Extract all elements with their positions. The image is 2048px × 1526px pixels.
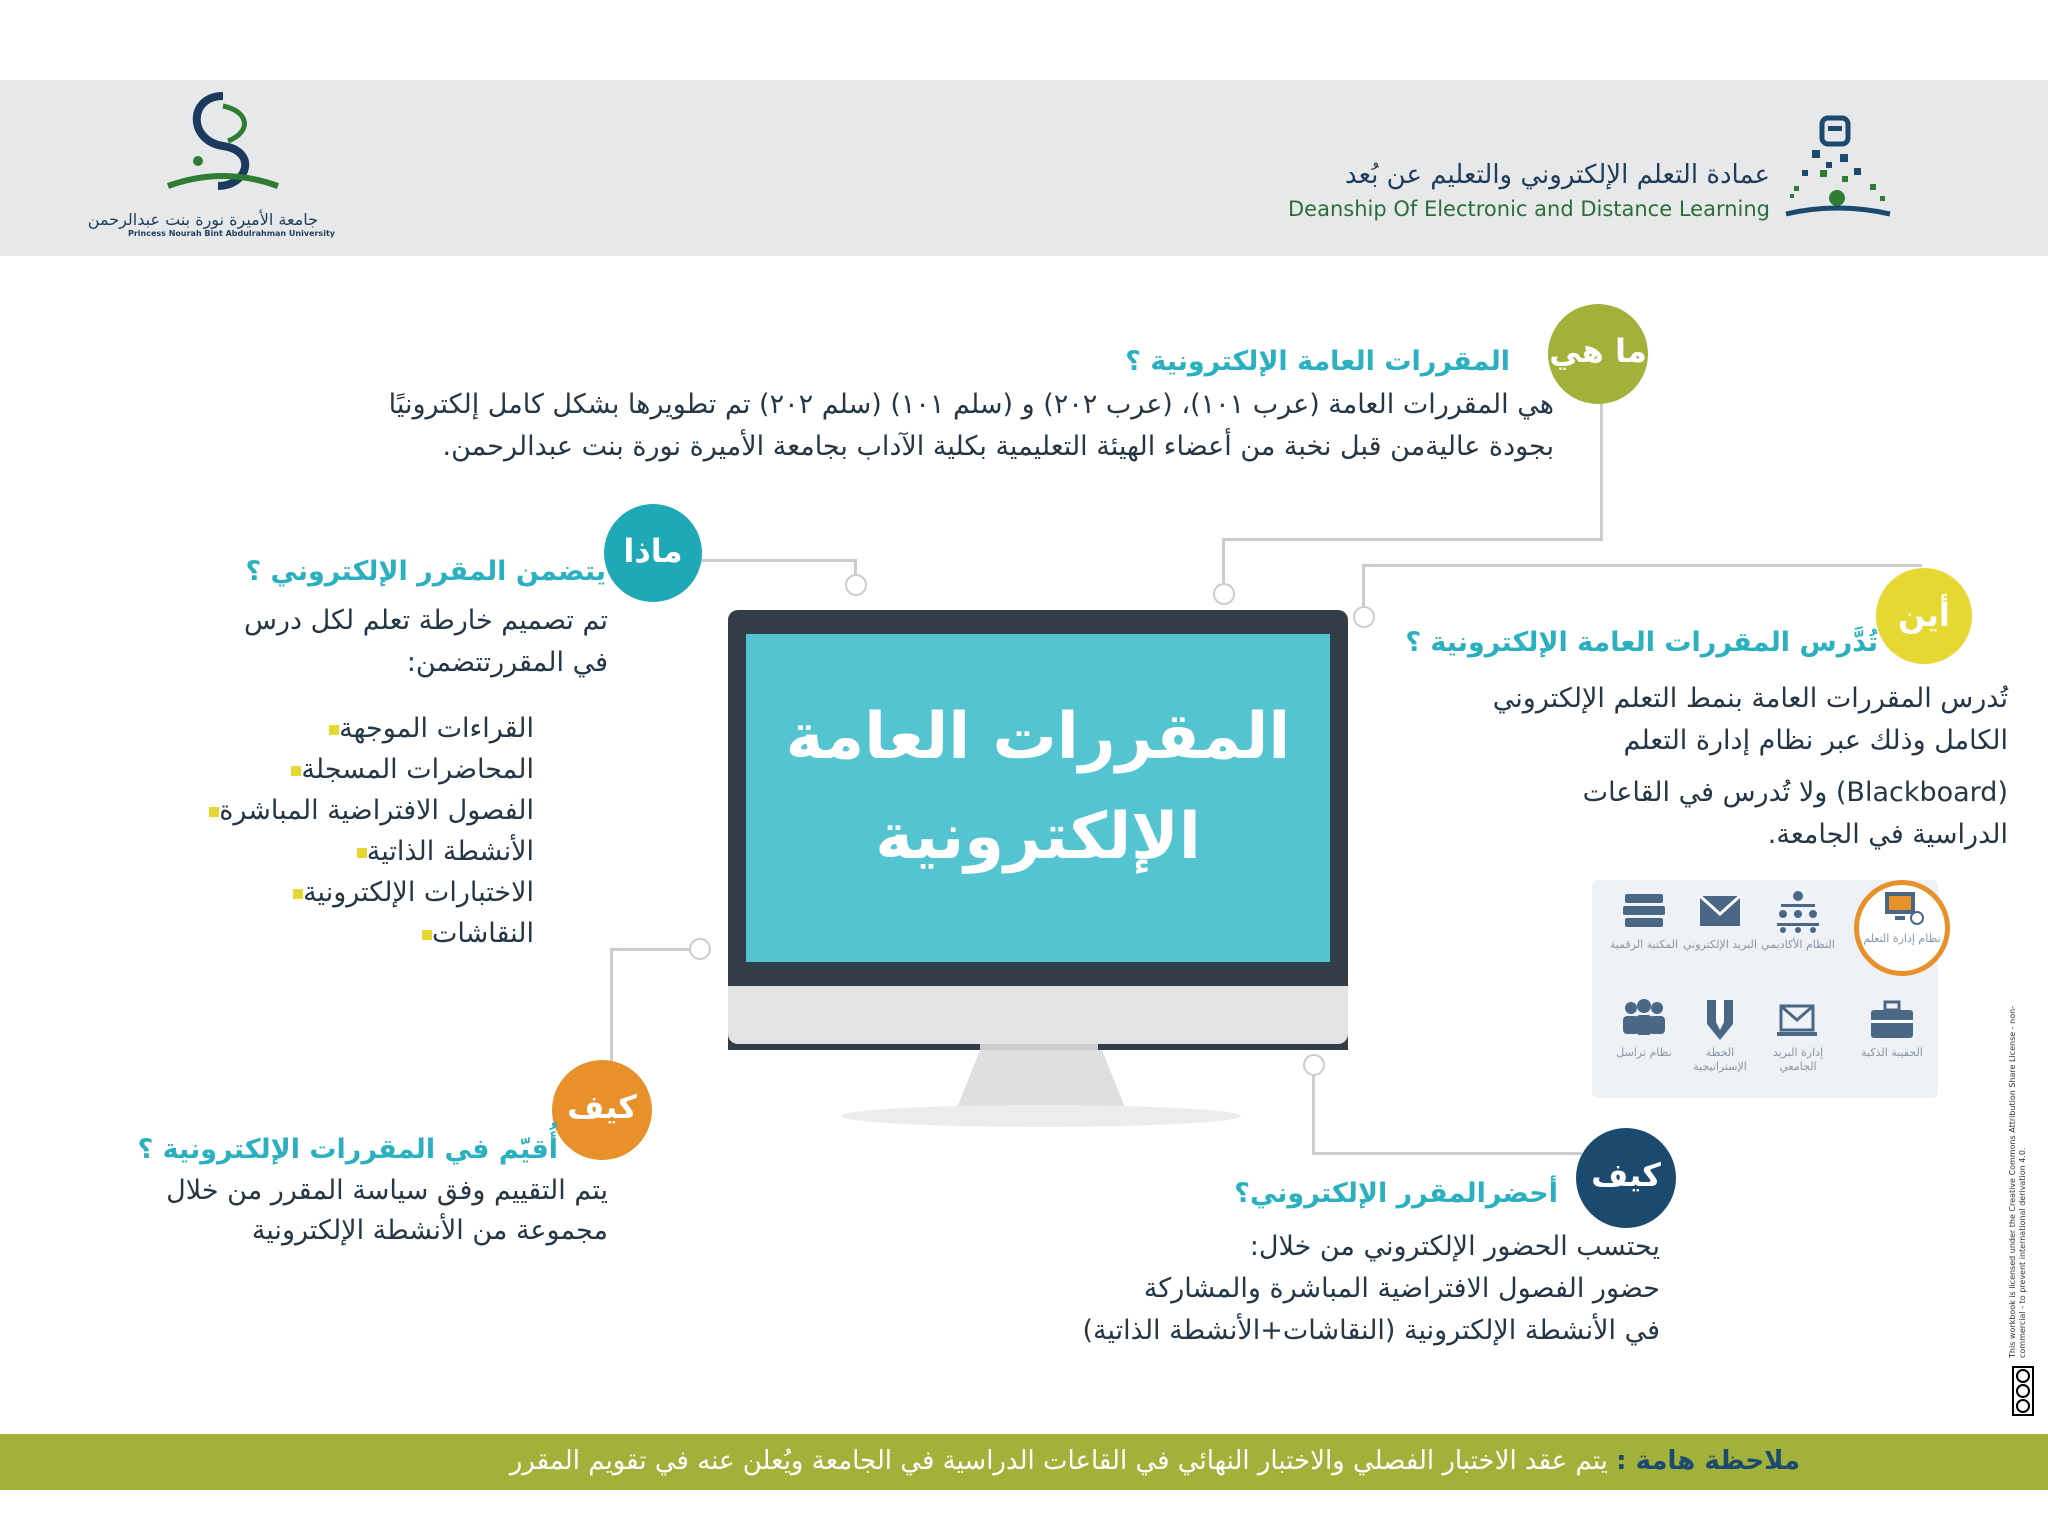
monitor-stand-icon [836, 1050, 1246, 1130]
connector-line [1362, 564, 1922, 567]
attend-title: أحضرالمقرر الإلكتروني؟ [1234, 1178, 1558, 1209]
connector-line [1362, 564, 1365, 608]
connector-dot [1353, 606, 1375, 628]
connector-dot [689, 938, 711, 960]
deanship-name-en: Deanship Of Electronic and Distance Learning [1288, 197, 1770, 221]
attend-line2: حضور الفصول الافتراضية المباشرة والمشاركة [1143, 1273, 1660, 1304]
where-line2: الكامل وذلك عبر نظام إدارة التعلم [1623, 725, 2008, 756]
briefcase-icon [1867, 998, 1917, 1042]
service-label: البريد الإلكتروني [1683, 938, 1757, 951]
service-lms[interactable] [1862, 888, 1942, 946]
group-icon [1617, 998, 1671, 1042]
service-email[interactable] [1680, 890, 1760, 952]
footer-bar [0, 1434, 2048, 1490]
service-strategic-plan[interactable] [1680, 998, 1760, 1074]
university-logo [87, 86, 335, 256]
footer-note [510, 1446, 1800, 1476]
what-line1: هي المقررات العامة (عرب ١٠١)، (عرب ٢٠٢) و (سلم ١٠١) (سلم ٢٠٢) تم تطويرها بشكل كامل إلكترونيًا [388, 389, 1554, 420]
where-line3: (Blackboard) ولا تُدرس في القاعات [1582, 777, 2008, 808]
service-label: نظام إدارة التعلم [1863, 932, 1941, 945]
attend-badge: كيف [1576, 1128, 1676, 1228]
center-title-line1: المقررات العامة [785, 700, 1291, 774]
mail-admin-icon [1773, 998, 1823, 1042]
monitor-screen [746, 634, 1330, 962]
what-title: المقررات العامة الإلكترونية ؟ [1125, 346, 1510, 377]
creative-commons-icon [2012, 1366, 2034, 1416]
service-messaging[interactable] [1604, 998, 1684, 1060]
attend-line3: في الأنشطة الإلكترونية (النقاشات+الأنشطة الذاتية) [1082, 1315, 1660, 1346]
connector-dot [845, 574, 867, 596]
connector-line [1312, 1074, 1315, 1154]
list-item: المحاضرات المسجلة [201, 749, 534, 790]
contains-line1: تم تصميم خارطة تعلم لكل درس [243, 605, 608, 636]
university-name-ar: جامعة الأميرة نورة بنت عبدالرحمن [87, 210, 318, 229]
service-label: إدارة البريد الجامعي [1772, 1046, 1824, 1073]
university-emblem-icon [128, 86, 318, 206]
connector-dot [1213, 583, 1235, 605]
list-item: النقاشات [201, 913, 534, 954]
what-line2: بجودة عاليةمن قبل نخبة من أعضاء الهيئة التعليمية بكلية الآداب بجامعة الأميرة نورة بنت عبدالرحمن. [442, 431, 1554, 462]
what-badge: ما هي [1548, 304, 1648, 404]
license-text: This workbook is licensed under the Creative Commons Attribution Share License - non-commercial - to prevent international derivation 4.0. [2008, 1005, 2027, 1358]
license-block [2008, 1005, 2040, 1418]
evaluate-line1: يتم التقييم وفق سياسة المقرر من خلال [166, 1175, 608, 1206]
service-label: الخطة الإستراتيجية [1693, 1046, 1747, 1073]
org-chart-icon [1773, 890, 1823, 934]
where-badge: أين [1876, 568, 1972, 664]
where-title: تُدَّرس المقررات العامة الإلكترونية ؟ [1405, 627, 1878, 658]
evaluate-title: أُقيّم في المقررات الإلكترونية ؟ [137, 1134, 558, 1165]
connector-line [700, 559, 856, 562]
service-mail-admin[interactable] [1758, 998, 1838, 1074]
monitor-bezel [728, 986, 1348, 1044]
list-item: الاختبارات الإلكترونية [201, 872, 534, 913]
connector-line [610, 948, 690, 951]
service-academic-system[interactable] [1758, 890, 1838, 952]
service-label: النظام الأكاديمي [1761, 938, 1835, 951]
service-digital-library[interactable] [1604, 890, 1684, 952]
service-smart-bag[interactable] [1852, 998, 1932, 1060]
university-name-en: Princess Nourah Bint Abdulrahman University [128, 229, 335, 238]
list-item: الفصول الافتراضية المباشرة [201, 790, 534, 831]
evaluate-badge: كيف [552, 1060, 652, 1160]
deanship-logo-icon [1782, 110, 1894, 230]
lms-icon [1877, 888, 1927, 928]
books-icon [1619, 890, 1669, 934]
center-title-line2: الإلكترونية [875, 800, 1201, 874]
list-item: الأنشطة الذاتية [201, 831, 534, 872]
attend-line1: يحتسب الحضور الإلكتروني من خلال: [1249, 1231, 1660, 1262]
strategy-icon [1695, 998, 1745, 1042]
contains-badge: ماذا [604, 504, 702, 602]
header-bar [0, 80, 2048, 256]
footer-text: يتم عقد الاختبار الفصلي والاختبار النهائي في القاعات الدراسية في الجامعة ويُعلن عنه في تقويم المقرر [509, 1446, 1608, 1476]
service-label: الحقيبة الذكية [1861, 1046, 1923, 1059]
connector-line [1222, 538, 1603, 541]
contains-list [201, 708, 534, 954]
list-item: القراءات الموجهة [201, 708, 534, 749]
contains-line2: في المقررتتضمن: [406, 647, 608, 678]
envelope-icon [1695, 890, 1745, 934]
where-line1: تُدرس المقررات العامة بنمط التعلم الإلكتروني [1492, 683, 2008, 714]
deanship-name-ar: عمادة التعلم الإلكتروني والتعليم عن بُعد [1344, 160, 1770, 190]
service-label: المكتبة الرقمية [1609, 938, 1679, 951]
service-label: نظام تراسل [1616, 1046, 1672, 1059]
evaluate-line2: مجموعة من الأنشطة الإلكترونية [251, 1215, 608, 1246]
where-line4: الدراسية في الجامعة. [1767, 819, 2008, 850]
connector-dot [1303, 1054, 1325, 1076]
connector-line [1312, 1152, 1582, 1155]
footer-label: ملاحظة هامة : [1616, 1446, 1800, 1476]
contains-title: يتضمن المقرر الإلكتروني ؟ [245, 556, 606, 587]
